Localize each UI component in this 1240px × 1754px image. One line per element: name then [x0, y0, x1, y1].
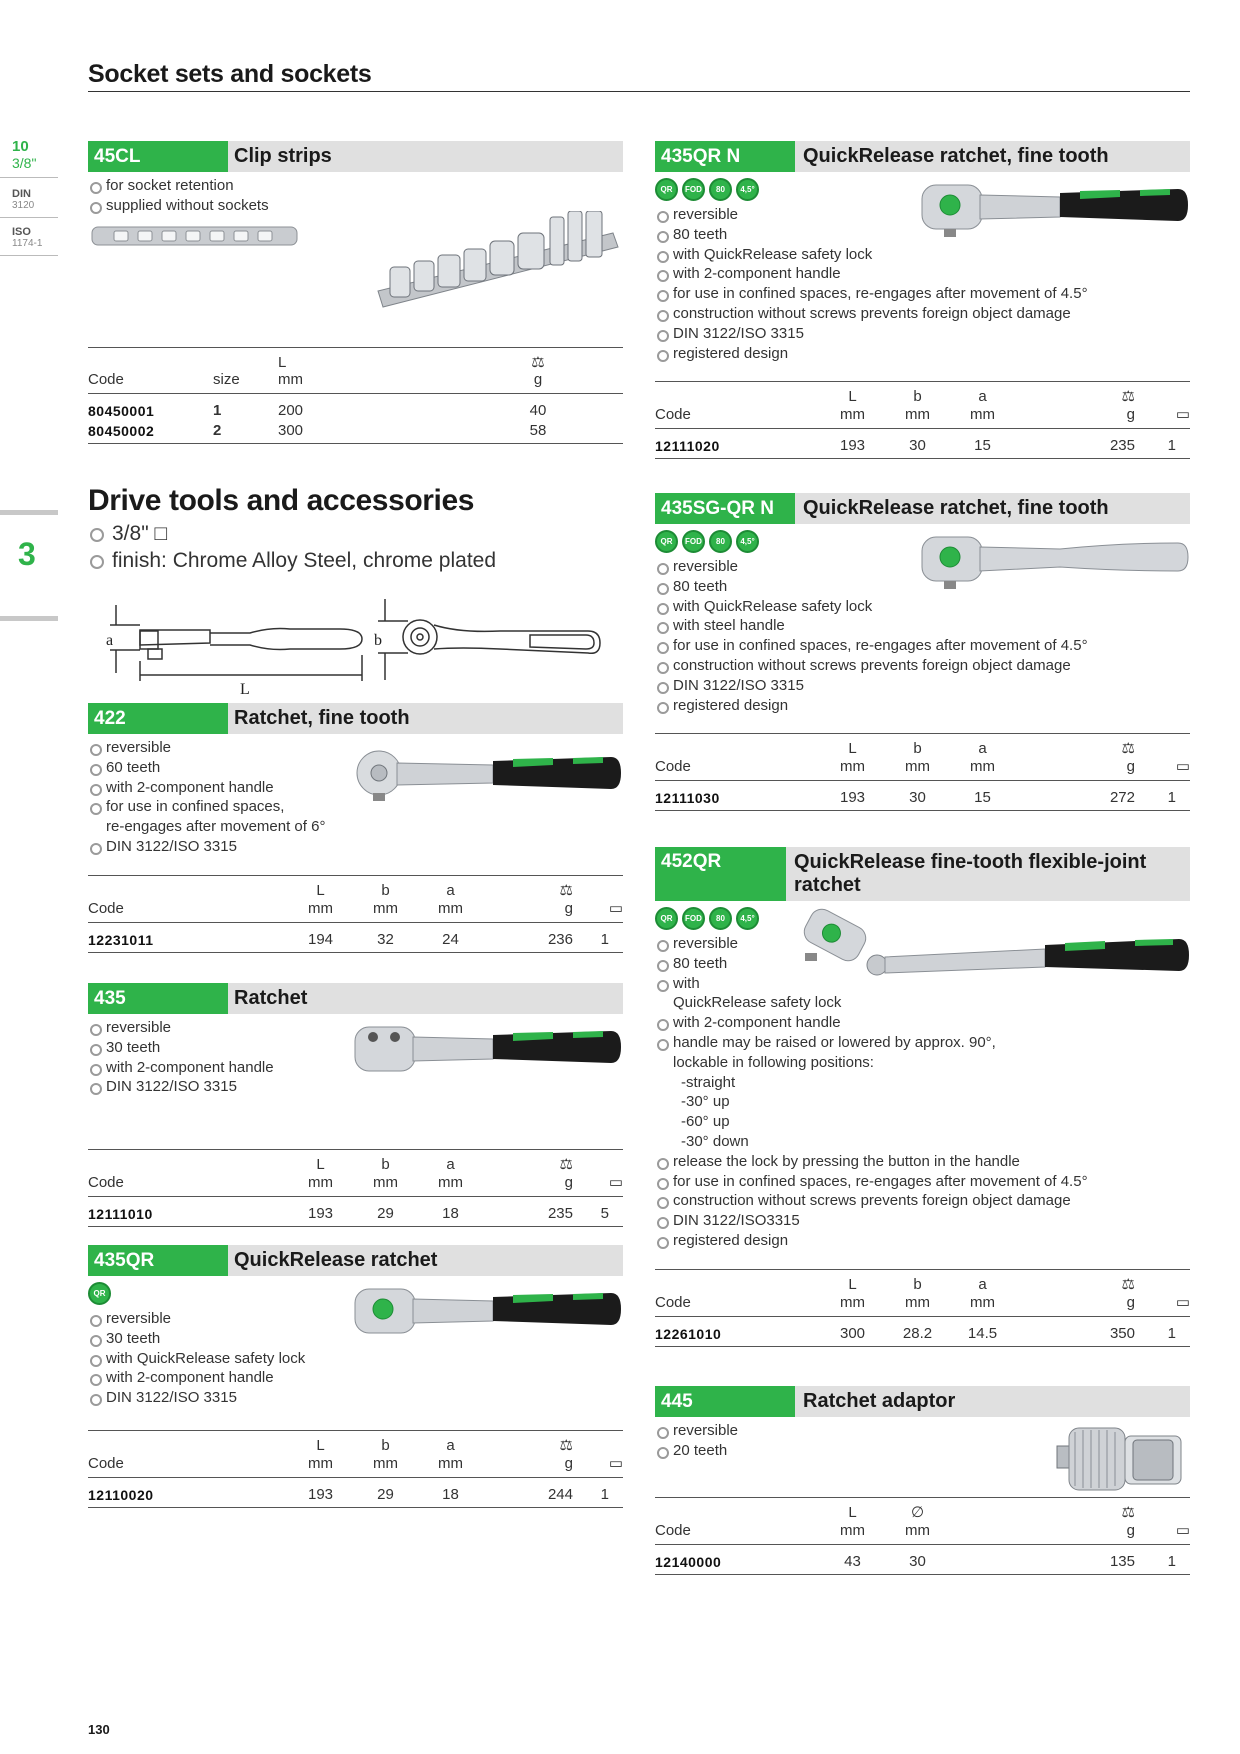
col-header-mm: mm — [885, 757, 950, 781]
col-header-mm: mm — [820, 1293, 885, 1317]
section-435qr-n — [655, 141, 1190, 459]
feature-item: reversible — [88, 1309, 623, 1329]
feature-item: QuickRelease safety lock — [673, 994, 842, 1012]
margin-din-label: DIN — [12, 188, 31, 200]
section-header — [88, 1245, 623, 1276]
quickrelease-badge-icon: QR — [655, 530, 678, 553]
col-header-mm: mm — [278, 371, 508, 394]
pack-qty: 1 — [573, 1477, 623, 1507]
col-header-g: g — [483, 1173, 573, 1197]
weight-icon: ⚖ — [1015, 1269, 1135, 1293]
col-header-b: b — [353, 1150, 418, 1174]
pack-qty: 1 — [1135, 781, 1190, 811]
col-header-mm: mm — [950, 1293, 1015, 1317]
feature-list — [88, 176, 623, 216]
length-value: 193 — [288, 1197, 353, 1227]
package-icon: ▭ — [1135, 1293, 1190, 1317]
feature-item: with QuickRelease safety lock — [88, 1349, 623, 1369]
ratchet-image — [353, 1281, 623, 1341]
feature-item: reversible — [88, 738, 623, 758]
angle-badge-icon: 4,5° — [736, 530, 759, 553]
a-value: 24 — [418, 922, 483, 952]
length-value: 193 — [820, 781, 885, 811]
col-header-mm: mm — [353, 899, 418, 923]
table-row — [88, 1197, 623, 1227]
table-row — [655, 1544, 1190, 1574]
weight-value: 40 — [529, 401, 547, 419]
package-icon: ▭ — [573, 1173, 623, 1197]
margin-iso-value: 1174-1 — [12, 238, 43, 249]
feature-item: for use in confined spaces, re-engages after movement of 4.5° — [655, 284, 1190, 304]
feature-item: DIN 3122/ISO 3315 — [88, 837, 623, 857]
col-header-mm: mm — [288, 899, 353, 923]
feature-item: with 2-component handle — [655, 1013, 1190, 1033]
article-code: 12111020 — [655, 429, 820, 459]
weight-value: 272 — [1015, 781, 1135, 811]
length-value: 300 — [278, 421, 508, 444]
flex-ratchet-image — [795, 905, 1190, 985]
package-icon: ▭ — [1135, 405, 1190, 429]
b-value: 28.2 — [885, 1316, 950, 1346]
feature-item: construction without screws prevents foreign object damage — [655, 1191, 1190, 1211]
feature-item: 60 teeth — [88, 758, 623, 778]
col-header-L: L — [820, 734, 885, 758]
clip-strip-image — [88, 211, 623, 321]
length-value: 200 — [278, 401, 304, 419]
weight-value: 235 — [483, 1197, 573, 1227]
feature-item: DIN 3122/ISO 3315 — [88, 1388, 623, 1408]
b-value: 32 — [353, 922, 418, 952]
col-header-L: L — [820, 1497, 885, 1521]
margin-drive-size: 3/8" — [12, 155, 37, 171]
page-title: Socket sets and sockets — [88, 60, 372, 88]
chapter-number: 3 — [18, 536, 36, 572]
margin-din-value: 3120 — [12, 200, 35, 211]
feature-item: construction without screws prevents foreign object damage — [655, 656, 1190, 676]
spec-table — [88, 1430, 623, 1508]
quickrelease-badge-icon: QR — [655, 178, 678, 201]
feature-item: with 2-component handle — [655, 264, 1190, 284]
section-header — [88, 983, 623, 1014]
section-435sg-qr-n — [655, 493, 1190, 811]
product-name: QuickRelease ratchet, fine tooth — [803, 497, 1109, 519]
weight-icon: ⚖ — [483, 1150, 573, 1174]
spec-table — [655, 1497, 1190, 1575]
package-icon: ▭ — [573, 899, 623, 923]
feature-item: 30 teeth — [88, 1038, 623, 1058]
drive-tools-title: Drive tools and accessories — [88, 484, 475, 517]
section-445 — [655, 1386, 1190, 1575]
package-icon: ▭ — [1135, 757, 1190, 781]
weight-value: 58 — [508, 421, 568, 444]
product-code: 422 — [88, 703, 228, 734]
feature-item: reversible — [655, 934, 1190, 954]
dim-L-label: L — [240, 681, 250, 695]
col-header-size: size — [213, 371, 278, 394]
feature-item: DIN 3122/ISO 3315 — [655, 676, 1190, 696]
col-header-g: g — [508, 371, 568, 394]
col-header-mm: mm — [820, 1521, 885, 1545]
feature-item: handle may be raised or lowered by approx. 90°, — [655, 1033, 1190, 1053]
margin-divider — [0, 255, 58, 256]
dim-b-label: b — [374, 632, 382, 649]
col-header-a: a — [950, 382, 1015, 406]
length-value: 193 — [820, 429, 885, 459]
col-header-mm: mm — [288, 1173, 353, 1197]
col-header-code: Code — [655, 757, 820, 781]
ratchet-adaptor-image — [1055, 1422, 1190, 1498]
pack-qty: 5 — [573, 1197, 623, 1227]
margin-divider — [0, 217, 58, 218]
col-header-a: a — [950, 734, 1015, 758]
product-code: 445 — [655, 1386, 795, 1417]
col-header-mm: mm — [353, 1173, 418, 1197]
col-header-g: g — [1015, 1521, 1135, 1545]
col-header-b: b — [353, 1430, 418, 1454]
teeth-80-badge-icon: 80 — [709, 530, 732, 553]
feature-item: DIN 3122/ISO 3315 — [655, 324, 1190, 344]
section-header — [655, 1386, 1190, 1417]
length-value: 300 — [820, 1316, 885, 1346]
col-header-mm: mm — [288, 1454, 353, 1478]
feature-item: 80 teeth — [655, 225, 1190, 245]
col-header-L: L — [820, 382, 885, 406]
margin-divider — [0, 177, 58, 178]
feature-item: with QuickRelease safety lock — [655, 597, 1190, 617]
article-code: 12140000 — [655, 1544, 820, 1574]
drive-tools-list — [88, 520, 496, 574]
product-code: 435 — [88, 983, 228, 1014]
col-header-code: Code — [655, 1293, 820, 1317]
weight-icon: ⚖ — [483, 1430, 573, 1454]
size-value: 2 — [213, 421, 278, 444]
product-name: Ratchet, fine tooth — [234, 707, 410, 729]
fod-badge-icon: FOD — [682, 530, 705, 553]
b-value: 29 — [353, 1197, 418, 1227]
spec-table — [655, 733, 1190, 811]
feature-item: supplied without sockets — [88, 196, 623, 216]
length-value: 43 — [820, 1544, 885, 1574]
col-header-code: Code — [88, 1454, 288, 1478]
ratchet-image — [353, 743, 623, 803]
feature-item: construction without screws prevents foreign object damage — [655, 304, 1190, 324]
feature-item: registered design — [655, 344, 1190, 364]
feature-item: with 2-component handle — [88, 1058, 623, 1078]
drive-size-item: 3/8" □ — [88, 520, 496, 547]
table-row — [655, 781, 1190, 811]
a-value: 15 — [950, 781, 1015, 811]
col-header-mm: mm — [885, 1521, 950, 1545]
feature-item: for use in confined spaces, re-engages after movement of 4.5° — [655, 1172, 1190, 1192]
product-name: Ratchet — [234, 987, 308, 1009]
steel-ratchet-image — [920, 529, 1190, 589]
pack-qty: 1 — [1135, 429, 1190, 459]
title-rule — [88, 91, 1190, 92]
chapter-bar-bottom — [0, 616, 58, 621]
feature-item: DIN 3122/ISO 3315 — [88, 1077, 623, 1097]
weight-icon: ⚖ — [1015, 382, 1135, 406]
feature-item: -30° up — [681, 1093, 730, 1111]
weight-icon: ⚖ — [483, 875, 573, 899]
package-icon: ▭ — [1135, 1521, 1190, 1545]
section-header — [655, 493, 1190, 524]
feature-item: for use in confined spaces, re-engages after movement of 4.5° — [655, 636, 1190, 656]
quickrelease-badge-icon: QR — [655, 907, 678, 930]
table-row — [88, 421, 623, 444]
feature-item: reversible — [655, 1421, 1190, 1441]
table-row — [88, 922, 623, 952]
margin-section-number: 10 — [12, 138, 29, 155]
col-header-L: L — [820, 1269, 885, 1293]
feature-item: -30° down — [681, 1132, 749, 1150]
feature-item: with 2-component handle — [88, 778, 623, 798]
col-header-mm: mm — [885, 405, 950, 429]
product-name: QuickRelease fine-tooth flexible-joint ratchet — [794, 851, 1147, 896]
section-435qr — [88, 1245, 623, 1508]
quickrelease-badge-icon: QR — [88, 1282, 111, 1305]
col-header-L: L — [288, 875, 353, 899]
angle-badge-icon: 4,5° — [736, 178, 759, 201]
col-header-mm: mm — [820, 757, 885, 781]
feature-item: -straight — [681, 1073, 736, 1091]
feature-item: registered design — [655, 696, 1190, 716]
finish-item: finish: Chrome Alloy Steel, chrome plated — [88, 547, 496, 574]
pack-qty: 1 — [573, 922, 623, 952]
weight-value: 236 — [483, 922, 573, 952]
ratchet-image — [353, 1019, 623, 1079]
article-code: 12261010 — [655, 1316, 820, 1346]
product-code: 435QR N — [655, 141, 795, 172]
table-row — [655, 429, 1190, 459]
a-value: 18 — [418, 1477, 483, 1507]
col-header-b: b — [885, 734, 950, 758]
weight-icon: ⚖ — [508, 347, 568, 371]
size-value: 1 — [213, 401, 222, 419]
article-code: 12231011 — [88, 922, 288, 952]
section-header — [88, 703, 623, 734]
section-header — [655, 847, 1190, 901]
length-value: 193 — [288, 1477, 353, 1507]
col-header-L: L — [288, 1430, 353, 1454]
col-header-g: g — [1015, 1293, 1135, 1317]
table-row — [88, 393, 623, 421]
col-header-g: g — [483, 1454, 573, 1478]
pack-qty: 1 — [1135, 1316, 1190, 1346]
a-value: 15 — [950, 429, 1015, 459]
section-header — [655, 141, 1190, 172]
feature-item: -60° up — [681, 1113, 730, 1131]
feature-item: with 2-component handle — [88, 1368, 623, 1388]
col-header-b: b — [885, 1269, 950, 1293]
product-code: 45CL — [88, 141, 228, 172]
col-header-mm: mm — [885, 1293, 950, 1317]
col-header-mm: mm — [353, 1454, 418, 1478]
spec-table — [655, 381, 1190, 459]
feature-item: for socket retention — [88, 176, 623, 196]
col-header-g: g — [483, 899, 573, 923]
margin-tab — [0, 138, 60, 256]
product-name: QuickRelease ratchet, fine tooth — [803, 145, 1109, 167]
col-header-mm: mm — [418, 899, 483, 923]
feature-item: with — [655, 974, 1190, 994]
feature-item: 30 teeth — [88, 1329, 623, 1349]
dim-a-label: a — [106, 632, 114, 649]
spec-table — [88, 347, 623, 444]
diameter-value: 30 — [885, 1544, 950, 1574]
col-header-L: L — [288, 1150, 353, 1174]
feature-item: DIN 3122/ISO3315 — [655, 1211, 1190, 1231]
fod-badge-icon: FOD — [682, 907, 705, 930]
weight-value: 244 — [483, 1477, 573, 1507]
dimension-diagram — [100, 595, 620, 695]
ratchet-image — [920, 177, 1190, 237]
article-code: 80450002 — [88, 421, 213, 444]
feature-item: release the lock by pressing the button in the handle — [655, 1152, 1190, 1172]
product-name: Clip strips — [234, 145, 332, 167]
weight-value: 135 — [1015, 1544, 1135, 1574]
spec-table — [88, 875, 623, 953]
teeth-80-badge-icon: 80 — [709, 178, 732, 201]
table-row — [88, 1477, 623, 1507]
product-code: 452QR — [655, 847, 786, 901]
b-value: 30 — [885, 429, 950, 459]
col-header-mm: mm — [950, 757, 1015, 781]
col-header-a: a — [418, 875, 483, 899]
feature-item: re-engages after movement of 6° — [106, 818, 326, 836]
weight-value: 350 — [1015, 1316, 1135, 1346]
product-name: QuickRelease ratchet — [234, 1249, 438, 1271]
page-number: 130 — [88, 1722, 110, 1737]
col-header-mm: mm — [820, 405, 885, 429]
feature-item: reversible — [655, 557, 1190, 577]
table-row — [655, 1316, 1190, 1346]
col-header-mm: mm — [418, 1173, 483, 1197]
feature-item: lockable in following positions: — [673, 1053, 874, 1071]
col-header-b: b — [353, 875, 418, 899]
col-header-a: a — [418, 1150, 483, 1174]
article-code: 12110020 — [88, 1477, 288, 1507]
col-header-code: Code — [88, 1173, 288, 1197]
feature-item: reversible — [655, 205, 1190, 225]
product-code: 435SG-QR N — [655, 493, 795, 524]
feature-item: 80 teeth — [655, 954, 1190, 974]
angle-badge-icon: 4,5° — [736, 907, 759, 930]
spec-table — [655, 1269, 1190, 1347]
col-header-mm: mm — [418, 1454, 483, 1478]
b-value: 30 — [885, 781, 950, 811]
col-header-g: g — [1015, 757, 1135, 781]
article-code: 80450001 — [88, 402, 155, 419]
feature-item: 80 teeth — [655, 577, 1190, 597]
length-value: 194 — [288, 922, 353, 952]
col-header-a: a — [950, 1269, 1015, 1293]
feature-item: registered design — [655, 1231, 1190, 1251]
margin-iso-label: ISO — [12, 226, 31, 238]
section-422 — [88, 703, 623, 953]
a-value: 14.5 — [950, 1316, 1015, 1346]
feature-item: 20 teeth — [655, 1441, 1190, 1461]
section-header — [88, 141, 623, 172]
feature-item: for use in confined spaces, — [88, 797, 623, 817]
col-header-b: b — [885, 382, 950, 406]
weight-icon: ⚖ — [1015, 1497, 1135, 1521]
product-name: Ratchet adaptor — [803, 1390, 956, 1412]
fod-badge-icon: FOD — [682, 178, 705, 201]
product-code: 435QR — [88, 1245, 228, 1276]
section-452qr — [655, 847, 1190, 1347]
col-header-code: Code — [655, 1521, 820, 1545]
article-code: 12111010 — [88, 1197, 288, 1227]
weight-icon: ⚖ — [1015, 734, 1135, 758]
col-header-a: a — [418, 1430, 483, 1454]
col-header-code: Code — [88, 899, 288, 923]
teeth-80-badge-icon: 80 — [709, 907, 732, 930]
diameter-icon: ∅ — [885, 1497, 950, 1521]
section-45cl — [88, 141, 623, 444]
col-header-L: L — [278, 347, 508, 371]
article-code: 12111030 — [655, 781, 820, 811]
a-value: 18 — [418, 1197, 483, 1227]
col-header-code: Code — [655, 405, 820, 429]
weight-value: 235 — [1015, 429, 1135, 459]
col-header-code: Code — [88, 371, 213, 394]
b-value: 29 — [353, 1477, 418, 1507]
chapter-bar-top — [0, 510, 58, 515]
col-header-mm: mm — [950, 405, 1015, 429]
pack-qty: 1 — [1135, 1544, 1190, 1574]
spec-table — [88, 1149, 623, 1227]
section-435 — [88, 983, 623, 1227]
package-icon: ▭ — [573, 1454, 623, 1478]
col-header-g: g — [1015, 405, 1135, 429]
feature-item: with steel handle — [655, 616, 1190, 636]
feature-item: with QuickRelease safety lock — [655, 245, 1190, 265]
feature-item: reversible — [88, 1018, 623, 1038]
